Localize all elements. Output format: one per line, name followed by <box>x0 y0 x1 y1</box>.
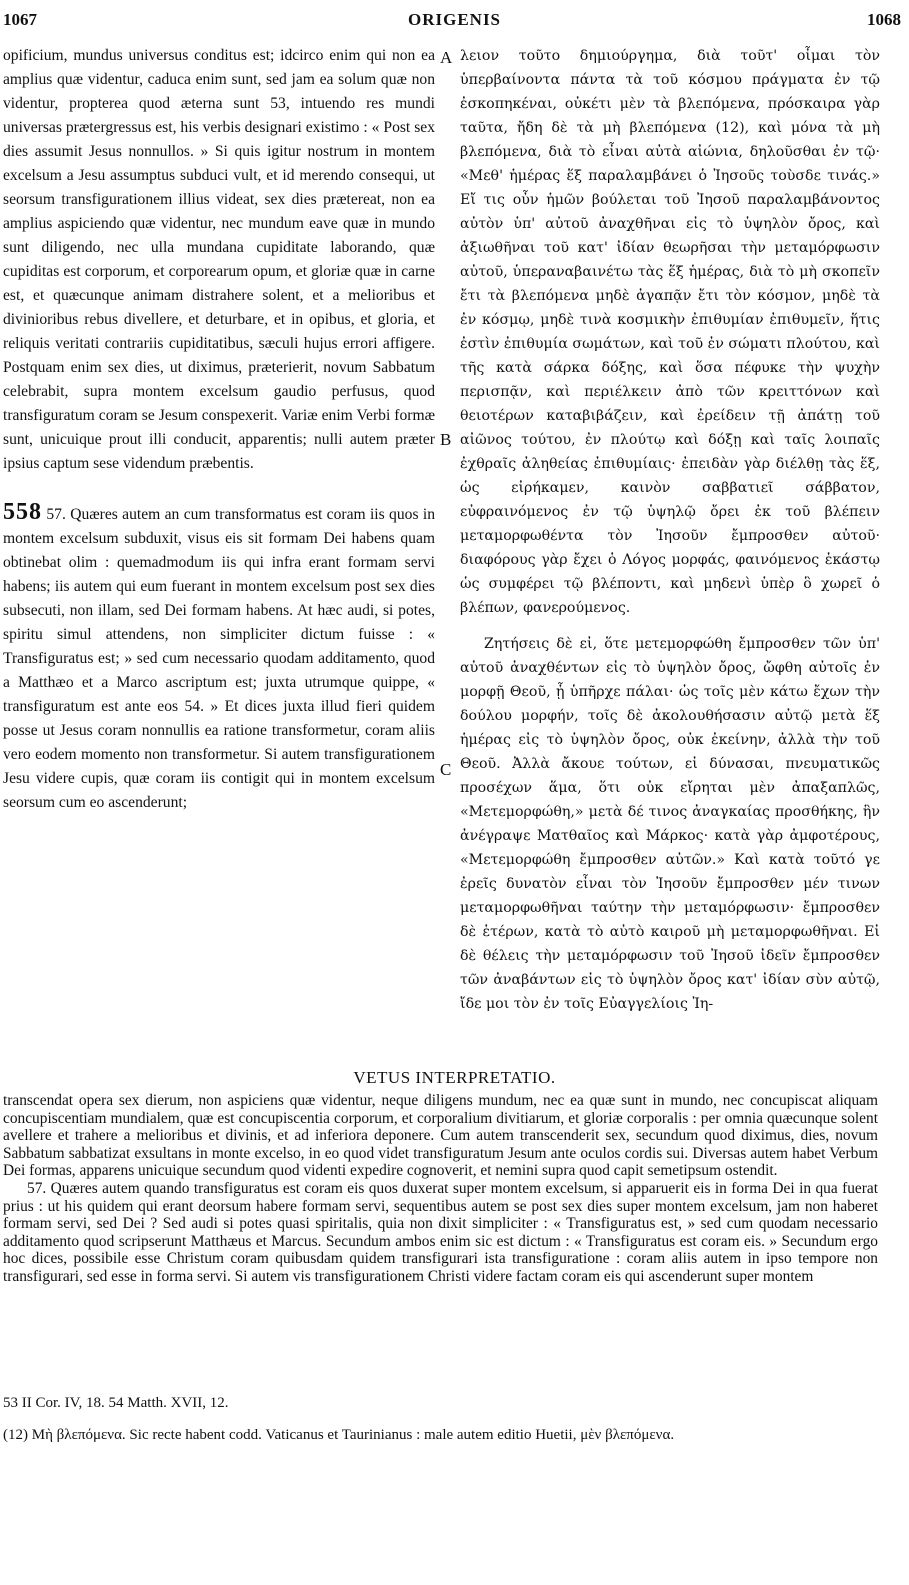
vetus-paragraph: transcendat opera sex dierum, non aspiciens quæ videntur, neque diligens mundum, nec ea quæ sunt in mundo, nec concupiscat aliquam concupiscentiam mundialem, quæ est concupiscentia corporum, et corporalium divitiarum, et gloriæ corporalis : per omnia quæcunque solent avellere et trahere a melioribus et divinis, et ad inferiora deponere. Cum autem transcenderit sex, secundum quod diximus, dies, novum Sabbatum sabbatizat exsultans in monte excelso, in eo quod videt transfiguratum Jesum ante oculos cordis sui. Diversas autem habet Verbum Dei formas, apparens unicuique secundum quod videnti expedire cognoverit, et nemini supra quod capit semetipsum ostendit. <box>3 1092 878 1180</box>
section-heading: VETUS INTERPRETATIO. <box>353 1068 556 1087</box>
scripture-references: 53 II Cor. IV, 18. 54 Matth. XVII, 12. <box>3 1395 229 1411</box>
greek-paragraph: Ζητήσεις δὲ εἰ, ὅτε μετεμορφώθη ἔμπροσθεν τῶν ὑπ' αὐτοῦ ἀναχθέντων εἰς τὸ ὑψηλὸν ὄρος, ὤφθη αὐτοῖς ἐν μορφῇ Θεοῦ, ᾗ ὑπῆρχε πάλαι· ὡς τοῖς μὲν κάτω ἔχων τὴν δούλου μορφήν, τοῖς δὲ ἀκολουθήσασιν αὐτῷ μετὰ ἕξ ἡμέρας εἰς τὸ ὑψηλὸν ὄρος, οὐκ ἐκείνην, ἀλλὰ τὴν τοῦ Θεοῦ. Ἀλλὰ ἄκουε τούτων, εἰ δύνασαι, πνευματικῶς προσέχων ἅμα, ὅτι οὐκ εἴρηται μὲν ἀπαξαπλῶς, «Μετεμορφώθη,» μετὰ δέ τινος ἀναγκαίας προσθήκης, ἣν ἀνέγραψε Ματθαῖος καὶ Μάρκος· κατὰ γὰρ ἀμφοτέρους, «Μετεμορφώθη ἔμπροσθεν αὐτῶν.» Καὶ κατὰ τοῦτό γε ἐρεῖς δυνατὸν εἶναι τὸν Ἰησοῦν ἔμπροσθεν μέν τινων μεταμορφωθῆναι ταύτην τὴν μεταμόρφωσιν· ἔμπροσθεν δὲ ἑτέρων, κατὰ τὸ αὐτὸ καιροῦ μὴ μεταμορφωθῆναι. Εἰ δὲ θέλεις τὴν μεταμόρφωσιν τοῦ Ἰησοῦ ἰδεῖν ἔμπροσθεν τῶν ἀναβάντων εἰς τὸ ὑψηλὸν ὄρος κατ' ἰδίαν σὺν αὐτῷ, ἴδε μοι τὸν ἐν τοῖς Εὐαγγελίοις Ἰη- <box>460 636 880 1012</box>
vetus-paragraph: 57. Quæres autem quando transfiguratus est coram eis quos duxerat super montem excelsum, si apparuerit eis in forma Dei in qua fuerat prius : ut his quidem qui erant deorsum habere formam servi, sequentibus autem se post sex dies super montem excelsum, jam non haberet formam servi, sed Dei ? Sed audi si potes quasi spiritalis, quia non dixit simpliciter : « Transfiguratus est, » sed cum quodam necessario additamento quod scripserunt Matthæus et Marcus. Secundum ambos enim sic est dictum : « Transfiguratus est coram eis. » Secundum ergo hoc dices, possibile esse Christum coram quibusdam quidem transfigurari ista transfiguratione : coram aliis autem in ipso tempore non transfigurari, sed esse in forma servi. Si autem vis transfigurationem Christi videre factam coram eis qui ascenderunt super montem <box>3 1179 878 1285</box>
margin-letter-c: C <box>440 760 452 779</box>
margin-letter-a: A <box>440 48 453 67</box>
greek-column <box>460 44 880 1016</box>
greek-paragraph: λειον τοῦτο δημιούργημα, διὰ τοῦτ' οἶμαι τὸν ὑπερβαίνοντα πάντα τὰ τοῦ κόσμου πράγματα ἐν τῷ ἐσκοπηκέναι, οὐκέτι μὲν τὰ βλεπόμενα, πρόσκαιρα γὰρ ταῦτα, ἤδη δὲ τὰ μὴ βλεπόμενα (12), καὶ μόνα τὰ μὴ βλεπόμενα, διὰ τὸ εἶναι αὐτὰ αἰώνια, δηλοῦσθαι ἐν τῷ· «Μεθ' ἡμέρας ἕξ παραλαμβάνει ὁ Ἰησοῦς τοὺσδε τινάς.» Εἴ τις οὖν ἡμῶν βούλεται τοῦ Ἰησοῦ παραλαμβάνοντος αὐτὸν ὑπ' αὐτοῦ ἀναχθῆναι εἰς τὸ ὑψηλὸν ὄρος, καὶ ἀξιωθῆναι τοῦ κατ' ἰδίαν θεωρῆσαι τὴν μεταμόρφωσιν αὐτοῦ, ὑπεραναβαινέτω τὰς ἕξ ἡμέρας, διὰ τὸ μὴ σκοπεῖν ἔτι τὰ βλεπόμενα μηδὲ ἀγαπᾷν ἔτι τὸν κόσμον, μηδὲ τὰ ἐν κόσμῳ, μηδὲ τινὰ κοσμικὴν ἐπιθυμίαν ἐπιθυμεῖν, ἥτις ἐστὶν ἐπιθυμία σωμάτων, καὶ τοῦ ἐν σώματι πλούτου, καὶ τῆς κατὰ σάρκα δόξης, καὶ ὅσα πέφυκε τὴν ψυχὴν περισπᾷν, καὶ περιέλκειν ἀπὸ τῶν κρειττόνων καὶ θειοτέρων καταβιβάζειν, καὶ ἐρείδειν τῇ ἀπάτῃ τοῦ αἰῶνος τούτου, ἐν πλούτῳ καὶ δόξῃ καὶ ταῖς λοιπαῖς ἐχθραῖς ἀληθείας ἐπιθυμίαις· ἐπειδὰν γὰρ διέλθῃ τὰς ἕξ, ὡς εἰρήκαμεν, καινὸν σαββατιεῖ σάββατον, εὐφραινόμενος ἐν τῷ ὑψηλῷ ὄρει ἐκ τοῦ βλέπειν μεταμορφωθέντα τὸν Ἰησοῦν ἔμπροσθεν αὐτοῦ· διαφόρους γὰρ ἔχει ὁ Λόγος μορφάς, φαινόμενος ἑκάστῳ ὡς συμφέρει τῷ βλέποντι, καὶ μηδενὶ ὑπὲρ ὃ χωρεῖ ὁ βλέπων, φανερούμενος. <box>460 48 880 616</box>
latin-paragraph <box>3 500 435 815</box>
page-number-left: 1067 <box>3 10 37 29</box>
margin-letter-b: B <box>440 430 452 449</box>
latin-paragraph: opificium, mundus universus conditus est; idcirco enim qui non ea amplius quæ videntur, caduca enim sunt, sed jam ea solum quæ non videntur, propterea quod æterna sunt 53, intuendo res mundi universas prætergressus est, his verbis designari existimo : « Post sex dies assumit Jesus nonnullos. » Si quis igitur nostrum in montem excelsum a Jesu assumptus subduci vult, et id merendo consequi, ut seorsum transfigurationem illius videat, sex dies prætereat, non ea amplius aspiciendo quæ videntur, nec mundum eave quæ in mundo sunt diligendo, nec ulla mundana cupiditate laborando, quæ cupiditas est corporum, et corporearum opum, et gloriæ quæ in carne est, et quæcunque animam distrahere solent, et a melioribus et divinioribus rebus divellere, et deturbare, et in opibus, et gloria, et reliquis veritati contrariis cupiditatibus, sæculi hujus errori affigere. Postquam enim sex dies, ut diximus, præterierit, novum Sabbatum celebrabit, supra montem excelsum gaudio perfusus, quod transfiguratum coram se Jesum conspexerit. Variæ enim Verbi formæ sunt, unicuique prout illi conducit, apparentis; nulli autem præter ipsius captum sese videndum præbentis. <box>3 47 435 472</box>
latin-paragraph-text: 57. Quæres autem an cum transformatus est coram iis quos in montem excelsum subduxit, visus eis sit formam Dei habens quam obtinebat olim : quemadmodum iis qui infra erant formam servi habens; iis autem qui eum fuerant in montem excelsum post sex dies subsecuti, non illam, sed Dei formam habens. At hæc audi, si potes, spiritu simul attendens, non simpliciter dictum fuisse : « Transfiguratus est; » sed cum necessario quodam additamento, quod a Matthæo et a Marco ascriptum est; juxta utrumque quippe, « transfiguratum est ante eos 54. » Et dices juxta illud fieri quidem posse ut Jesus coram nonnullis ea ratione transformetur, coram aliis vero eodem momento non transformetur. Si autem transfigurationem Jesu videre cupis, quæ coram iis contigit qui in montem excelsum seorsum cum eo ascenderunt; <box>3 506 435 811</box>
column-number: 558 <box>3 499 42 525</box>
latin-column <box>3 44 435 815</box>
page-number-right: 1068 <box>867 10 901 29</box>
running-title: ORIGENIS <box>407 10 502 29</box>
vetus-interpretatio-text <box>3 1092 878 1286</box>
running-header <box>0 10 909 36</box>
footnote-12: (12) Μὴ βλεπόμενα. Sic recte habent codd. Vaticanus et Taurinianus : male autem editio Huetii, μὲν βλεπόμενα. <box>3 1427 675 1443</box>
